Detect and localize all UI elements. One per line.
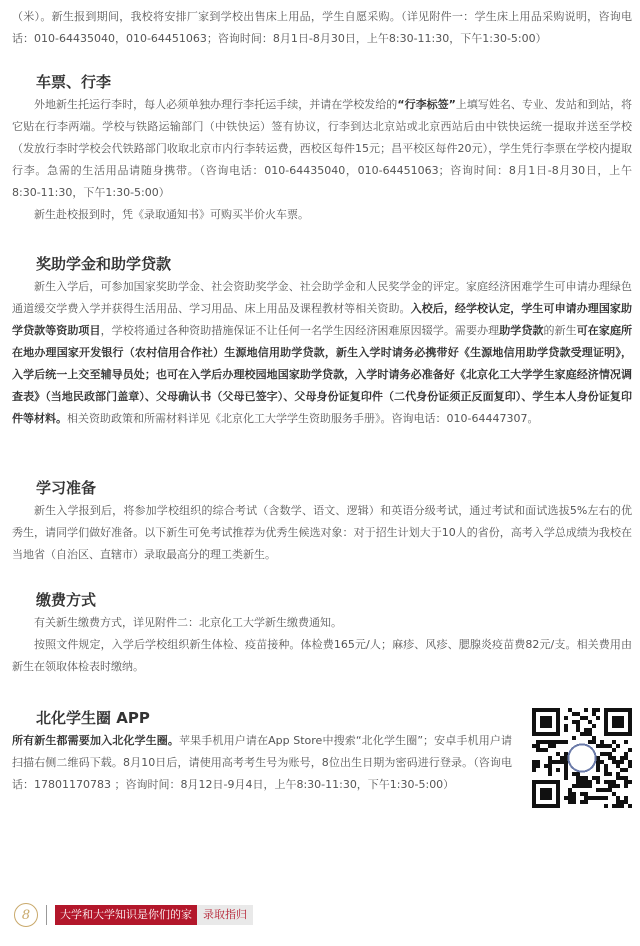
logo-icon: 8 [14,903,38,927]
fees-heading: 缴费方式 [36,591,97,609]
aid-heading: 奖助学金和助学贷款 [36,255,172,273]
aid-section [12,252,632,430]
footer [14,902,253,928]
tickets-paragraph-1: 外地新生托运行李时，每人必须单独办理行李托运手续，并请在学校发给的“行李标签”上填写姓名、专业、发站和到站，将它贴在行李两端。学校与铁路运输部门（中铁快运）签有协议，行李到达北京站或北京西站后由中铁快运统一提取并送至学校（发放行李时学校会代铁路部门收取北京市内行李转运费，西校区每件15元；昌平校区每件20元），学生凭行李票在学校内提取行李。急需的生活用品请随身携带。（咨询电话：010-64435040，010-64451063；咨询时间：8月1日-8月30日，上午8:30-11:30，下午1:30-5:00） [12,98,633,199]
study-paragraph: 新生入学报到后，将参加学校组织的综合考试（含数学、语文、逻辑）和英语分级考试，通过考试和面试选拔5%左右的优秀生，请同学们做好准备。以下新生可免考试推荐为优秀生候选对象：对于招生计划大于10人的省份，高考入学总成绩为我校在当地省（自治区、直辖市）录取最高分的理工类新生。 [12,504,632,561]
app-paragraph: 所有新生都需要加入北化学生圈。苹果手机用户请在App Store中搜索“北化学生圈”；安卓手机用户请扫描右侧二维码下载。8月10日后，请使用高考考生号为账号，8位出生日期为密码进行登录。（咨询电话：17801170783 ；咨询时间：8月12日-9月4日，上午8:30-11:30，下午1:30-5:00） [12,734,512,791]
intro-section [12,6,632,50]
footer-banner: 大学和大学知识是你们的家 [55,905,197,925]
fees-paragraph-2: 按照文件规定，入学后学校组织新生体检、疫苗接种。体检费165元/人；麻疹、风疹、腮腺炎疫苗费82元/支。相关费用由新生在领取体检表时缴纳。 [12,638,632,673]
divider [46,905,47,925]
footer-tag[interactable]: 录取指归 [197,905,253,925]
study-heading: 学习准备 [36,479,97,497]
tickets-heading: 车票、行李 [36,73,112,91]
study-section [12,476,632,566]
tickets-paragraph-2: 新生赴校报到时，凭《录取通知书》可购买半价火车票。 [34,208,309,221]
fees-paragraph-1: 有关新生缴费方式，详见附件二：北京化工大学新生缴费通知。 [34,616,342,629]
aid-paragraph: 新生入学后，可参加国家奖助学金、社会资助奖学金、社会助学金和人民奖学金的评定。家庭经济困难学生可申请办理绿色通道缓交学费入学并获得生活用品、学习用品、床上用品及课程教材等相关资助。入校后，经学校认定，学生可申请办理国家助学贷款等资助项目，学校将通过各种资助措施保证不让任何一名学生因经济困难原因辍学。需要办理助学贷款的新生可在家庭所在地办理国家开发银行（农村信用合作社）生源地信用助学贷款，新生入学时请务必携带好《生源地信用助学贷款受理证明》，入学后统一上交至辅导员处；也可在入学后办理校园地国家助学贷款，入学时请务必准备好《北京化工大学学生家庭经济情况调查表》（当地民政部门盖章）、父母确认书（父母已签字）、父母身份证复印件（二代身份证须正反面复印）、学生本人身份证复印件等材料。相关资助政策和所需材料详见《北京化工大学学生资助服务手册》。咨询电话：010-64447307。 [12,280,633,425]
tickets-section [12,70,632,226]
fees-section [12,588,632,678]
intro-text: （米）。新生报到期间，我校将安排厂家到学校出售床上用品，学生自愿采购。（详见附件一：学生床上用品采购说明，咨询电话：010-64435040，010-64451063；咨询时间：8月1日-8月30日，上午8:30-11:30，下午1:30-5:00） [12,10,632,45]
app-heading: 北化学生圈 APP [36,709,150,727]
qr-code-icon[interactable] [532,708,632,808]
